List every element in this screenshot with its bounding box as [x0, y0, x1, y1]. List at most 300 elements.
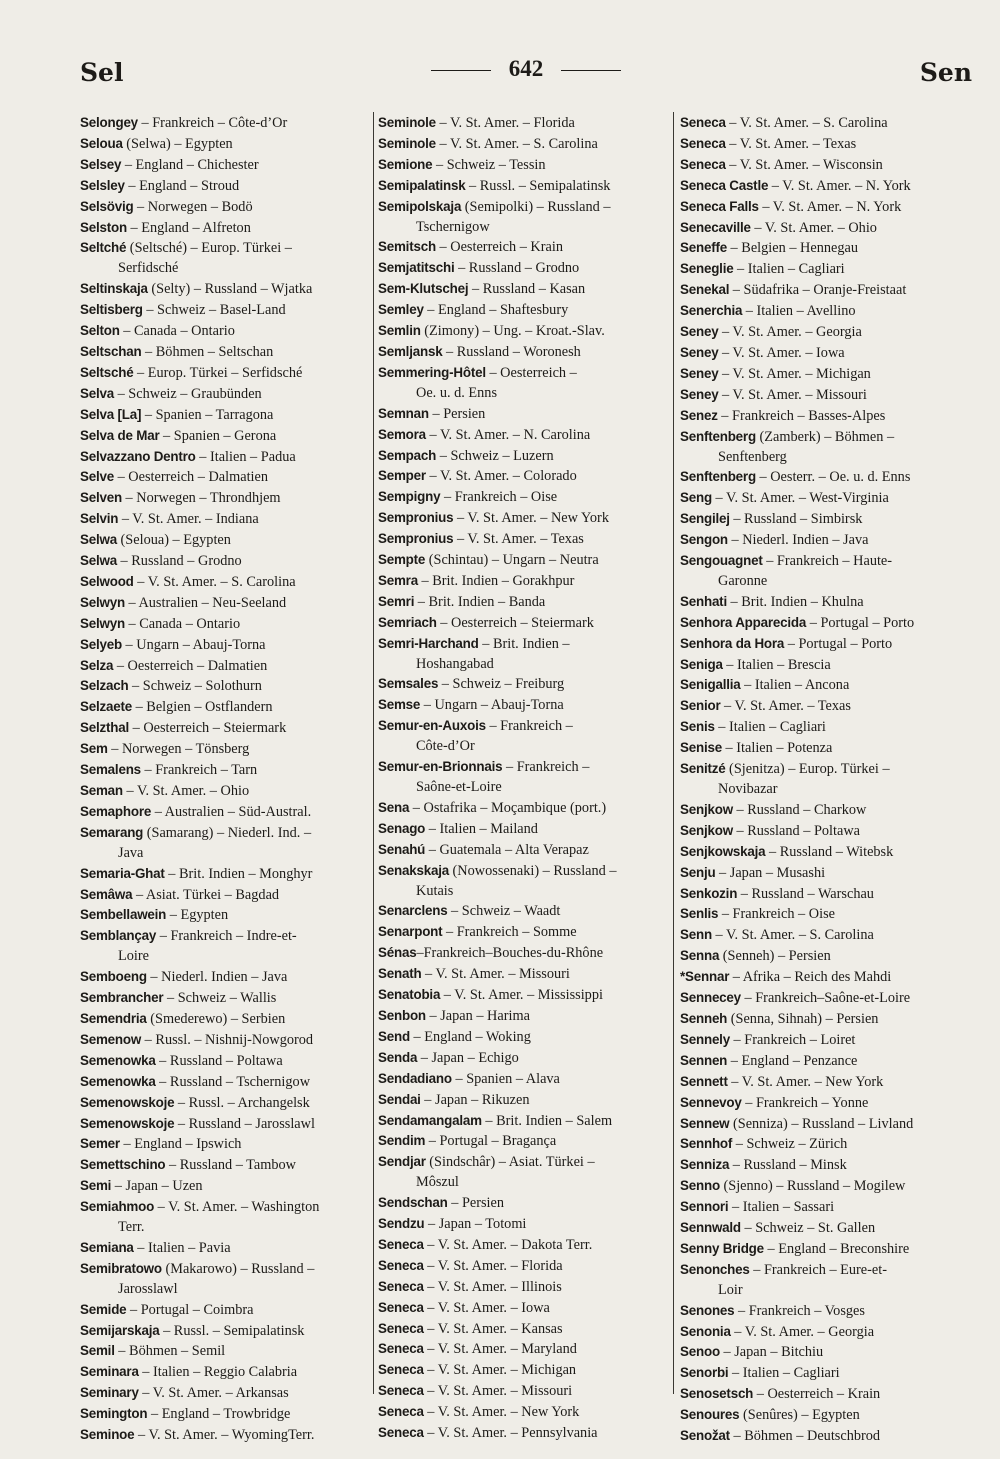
- entry-location: – Ungarn – Abauj-Torna: [121, 636, 266, 653]
- gazetteer-entry: [378, 964, 670, 985]
- entry-headword: Semenow: [80, 1031, 142, 1047]
- gazetteer-entry: [378, 466, 670, 487]
- entry-location: – Oesterreich – Dalmatien: [114, 469, 269, 486]
- entry-headword: Selven: [80, 490, 122, 506]
- entry-headword: Senlis: [680, 906, 719, 922]
- gazetteer-entry: [378, 840, 670, 861]
- entry-headword: Semâwa: [80, 886, 133, 902]
- entry-location: – Russland – Minsk: [729, 1157, 847, 1174]
- gazetteer-entry: [80, 802, 370, 823]
- gazetteer-entry: [80, 384, 370, 405]
- entry-location: – Italien – Avellino: [742, 303, 856, 320]
- entry-headword: Seniga: [680, 656, 723, 672]
- entry-headword: Semora: [378, 426, 426, 442]
- gazetteer-entry: [80, 635, 370, 656]
- entry-headword: Semper: [378, 468, 426, 484]
- gazetteer-entry: [378, 716, 670, 737]
- entry-headword: Semboeng: [80, 969, 147, 985]
- entry-headword: Senhati: [680, 593, 727, 609]
- gazetteer-entry: [80, 1404, 370, 1425]
- gazetteer-entry: [680, 1176, 978, 1197]
- entry-location: (Senniza) – Russland – Livland: [729, 1115, 914, 1132]
- entry-location: – Russland – Charkow: [732, 801, 867, 818]
- entry-headword: Senior: [680, 698, 721, 714]
- entry-location: – Russl. – Nishnij-Nowgorod: [141, 1031, 314, 1048]
- gazetteer-entry: [378, 446, 670, 467]
- entry-location: – V. St. Amer. – Dakota Terr.: [423, 1236, 593, 1253]
- entry-headword: Seman: [80, 783, 123, 798]
- entry-location: – V. St. Amer. – S. Carolina: [435, 135, 598, 152]
- entry-headword: Semenowskoje: [80, 1115, 175, 1131]
- entry-location: (Senneh) – Persien: [719, 948, 831, 965]
- entry-headword: Semione: [378, 156, 433, 172]
- entry-headword: Senkozin: [680, 885, 738, 901]
- entry-headword: *Sennar: [680, 969, 730, 985]
- entry-location: – Schweiz – Solothurn: [128, 678, 262, 695]
- entry-location: – Ostafrika – Moçambique (port.): [409, 799, 607, 816]
- entry-headword: Semenowskoje: [80, 1094, 175, 1110]
- entry-headword: Selva de Mar: [80, 427, 160, 443]
- entry-headword: Sengouagnet: [680, 553, 763, 569]
- entry-location: – Südafrika – Oranje-Freistaat: [729, 282, 907, 299]
- gazetteer-entry: [680, 842, 978, 863]
- entry-location: – Portugal – Bragança: [425, 1133, 557, 1150]
- entry-location: – Guatemala – Alta Verapaz: [425, 841, 589, 858]
- gazetteer-entry: [680, 1301, 978, 1322]
- entry-location: – Oesterreich – Steiermark: [436, 614, 594, 631]
- entry-location: – V. St. Amer. – West-Virginia: [711, 490, 889, 507]
- entry-location: – V. St. Amer. – Georgia: [730, 1323, 875, 1340]
- entry-location: – Italien – Ancona: [740, 677, 850, 694]
- entry-location: – V. St. Amer. – Washington: [154, 1199, 320, 1216]
- gazetteer-entry: [80, 1259, 370, 1280]
- entry-location: – Russland – Poltawa: [732, 822, 861, 839]
- entry-location: (Senna, Sihnah) – Persien: [727, 1010, 879, 1027]
- entry-headword: Selwa: [80, 532, 117, 548]
- entry-continuation: Môszul: [416, 1174, 459, 1191]
- gazetteer-entry: [680, 113, 978, 134]
- entry-headword: Seminole: [378, 135, 436, 151]
- entry-location: – England – Stroud: [124, 177, 240, 194]
- entry-location: – Niederl. Indien – Java: [146, 969, 288, 986]
- entry-location: – Frankreich – Loiret: [729, 1031, 856, 1048]
- entry-location: – Böhmen – Deutschbrod: [729, 1428, 881, 1445]
- entry-location: – Brit. Indien – Khulna: [726, 593, 864, 610]
- entry-headword: Semarang: [80, 824, 144, 840]
- entry-location: – Afrika – Reich des Mahdi: [729, 969, 892, 986]
- entry-headword: Senez: [680, 407, 718, 423]
- gazetteer-entry: [378, 1214, 670, 1235]
- header-rule-right: [561, 70, 621, 71]
- entry-headword: Sengon: [680, 532, 728, 548]
- entry-headword: Seneca: [378, 1236, 424, 1252]
- entry-headword: Semenowka: [80, 1052, 156, 1068]
- entry-headword: Selzaete: [80, 699, 132, 715]
- entry-location: – V. St. Amer. – Arkansas: [138, 1385, 289, 1402]
- gazetteer-entry: [680, 343, 978, 364]
- gazetteer-entry: [80, 279, 370, 300]
- entry-continuation: Garonne: [718, 572, 768, 589]
- entry-continuation: Oe. u. d. Enns: [416, 384, 498, 401]
- entry-headword: Semijarskaja: [80, 1322, 160, 1338]
- gazetteer-entry: [680, 821, 978, 842]
- gazetteer-entry: [80, 1051, 370, 1072]
- gazetteer-entry: [680, 509, 978, 530]
- header-left-keyword: Sel: [80, 58, 124, 87]
- gazetteer-entry: [378, 404, 670, 425]
- entry-headword: Semide: [80, 1301, 127, 1317]
- entry-headword: Seneca: [378, 1299, 424, 1315]
- entry-headword: Sempronius: [378, 510, 454, 526]
- entry-location: – V. St. Amer. – Kansas: [423, 1320, 563, 1337]
- entry-headword: Selton: [80, 323, 120, 339]
- gazetteer-entry: [680, 1009, 978, 1030]
- entry-headword: Sennecey: [680, 990, 741, 1006]
- entry-headword: Senones: [680, 1302, 735, 1318]
- entry-location: – V. St. Amer. – New York: [453, 510, 609, 527]
- entry-location: – Italien – Mailand: [425, 820, 538, 837]
- entry-continuation: Serfidsché: [118, 260, 179, 277]
- column-2: [378, 113, 670, 1444]
- gazetteer-entry: [80, 885, 370, 906]
- entry-headword: Sengilej: [680, 511, 730, 527]
- entry-location: – V. St. Amer. – New York: [727, 1073, 884, 1090]
- entry-headword: Senny Bridge: [680, 1240, 764, 1256]
- gazetteer-entry: [378, 861, 670, 882]
- entry-location: – V. St. Amer. – Michigan: [718, 365, 871, 382]
- gazetteer-entry: [80, 988, 370, 1009]
- entry-location: – Portugal – Coimbra: [126, 1301, 254, 1318]
- gazetteer-entry: [80, 1425, 370, 1446]
- entry-headword: Senniza: [680, 1157, 730, 1173]
- gazetteer-entry: [80, 1093, 370, 1114]
- gazetteer-entry: [378, 197, 670, 218]
- gazetteer-entry: [378, 1235, 670, 1256]
- entry-headword: Semington: [80, 1406, 148, 1422]
- entry-location: – V. St. Amer. – Maryland: [423, 1341, 577, 1358]
- entry-location: – V. St. Amer. – N. York: [758, 198, 902, 215]
- entry-headword: Selston: [80, 219, 127, 235]
- gazetteer-entry: [378, 943, 670, 964]
- entry-headword: Semriach: [378, 614, 437, 630]
- gazetteer-entry: [680, 1363, 978, 1384]
- gazetteer-entry: [80, 363, 370, 384]
- gazetteer-entry: [80, 572, 370, 593]
- entry-headword: Senno: [680, 1178, 720, 1194]
- entry-location: (Semipolki) – Russland –: [461, 198, 611, 215]
- entry-headword: Senosetsch: [680, 1386, 754, 1402]
- entry-continuation: Saône-et-Loire: [416, 779, 502, 795]
- entry-headword: Selvazzano Dentro: [80, 448, 196, 464]
- entry-location: – Oesterreich – Krain: [753, 1386, 881, 1403]
- entry-headword: Seltsché: [80, 364, 134, 380]
- entry-location: – Frankreich – Yonne: [741, 1094, 869, 1111]
- gazetteer-entry: [80, 134, 370, 155]
- gazetteer-entry: [80, 823, 370, 844]
- gazetteer-entry: [378, 1090, 670, 1111]
- entry-location: – Italien – Padua: [195, 448, 296, 465]
- entry-location: – Italien – Sassari: [728, 1199, 835, 1216]
- gazetteer-entry: [378, 529, 670, 550]
- gazetteer-entry: [80, 405, 370, 426]
- gazetteer-entry: [80, 1072, 370, 1093]
- header-right-keyword: Sen: [919, 58, 972, 87]
- entry-headword: Senjkow: [680, 822, 733, 838]
- entry-location: – Japan – Musashi: [715, 864, 826, 881]
- entry-continuation: Novibazar: [718, 781, 778, 797]
- entry-location: – Norwegen – Throndhjem: [121, 490, 281, 507]
- entry-location: – Niederl. Indien – Java: [727, 532, 869, 549]
- entry-location: – England – Alfreton: [126, 219, 251, 236]
- entry-headword: Senecaville: [680, 219, 751, 235]
- entry-headword: Senis: [680, 719, 715, 735]
- entry-headword: Seneca: [378, 1425, 424, 1441]
- entry-location: (Zimony) – Ung. – Kroat.-Slav.: [420, 323, 605, 340]
- entry-location: – V. St. Amer. – N. York: [768, 177, 911, 194]
- gazetteer-entry: [80, 1155, 370, 1176]
- entry-headword: Seltschan: [80, 343, 142, 359]
- entry-location: – Frankreich –: [485, 718, 573, 735]
- gazetteer-entry: [80, 614, 370, 635]
- gazetteer-entry: [378, 922, 670, 943]
- gazetteer-entry: [378, 985, 670, 1006]
- gazetteer-entry: [378, 1277, 670, 1298]
- gazetteer-entry: [80, 300, 370, 321]
- entry-headword: Semur-en-Auxois: [378, 718, 486, 734]
- entry-headword: Sennori: [680, 1199, 729, 1215]
- gazetteer-entry: [80, 1341, 370, 1362]
- gazetteer-entry: [680, 675, 978, 696]
- entry-location: – Russland – Simbirsk: [729, 511, 863, 528]
- entry-location: – Belgien – Hennegau: [726, 240, 859, 257]
- entry-headword: Senarpont: [378, 924, 443, 940]
- page-header: [80, 56, 972, 92]
- entry-location: – Russland – Kasan: [468, 281, 586, 298]
- entry-headword: Seneca: [680, 156, 726, 172]
- entry-headword: Selwyn: [80, 615, 125, 631]
- entry-headword: Semri-Harchand: [378, 635, 479, 651]
- gazetteer-entry: [680, 218, 978, 239]
- entry-location: (Samarang) – Niederl. Ind. –: [143, 824, 312, 841]
- entry-headword: Sempigny: [378, 489, 441, 505]
- gazetteer-entry: [680, 301, 978, 322]
- entry-location: – Persien: [447, 1195, 505, 1212]
- entry-headword: Semiana: [80, 1239, 134, 1255]
- entry-headword: Sem: [80, 741, 108, 757]
- entry-location: – Asiat. Türkei – Bagdad: [132, 886, 280, 903]
- entry-location: (Sjenitza) – Europ. Türkei –: [725, 761, 890, 778]
- entry-location: – Schweiz – Tessin: [432, 156, 546, 173]
- gazetteer-entry: [80, 656, 370, 677]
- entry-location: – Schweiz – Freiburg: [438, 676, 565, 693]
- entry-continuation: Tschernigow: [416, 218, 490, 235]
- entry-headword: Semil: [80, 1343, 115, 1359]
- entry-headword: Senise: [680, 740, 722, 756]
- entry-headword: Sendadiano: [378, 1070, 452, 1086]
- entry-location: – Brit. Indien –: [478, 635, 570, 652]
- gazetteer-entry: [80, 1300, 370, 1321]
- entry-continuation: Hoshangabad: [416, 655, 494, 672]
- entry-location: – Schweiz – Basel-Land: [142, 302, 286, 319]
- gazetteer-entry: [378, 901, 670, 922]
- entry-headword: Semmering-Hôtel: [378, 364, 486, 380]
- gazetteer-entry: [378, 1131, 670, 1152]
- gazetteer-entry: [378, 279, 670, 300]
- entry-location: – V. St. Amer. – Texas: [720, 698, 851, 715]
- entry-location: – V. St. Amer. – Florida: [435, 115, 575, 131]
- gazetteer-entry: [80, 1321, 370, 1342]
- entry-location: – Italien – Pavia: [133, 1239, 231, 1256]
- entry-location: – Australien – Neu-Seeland: [124, 594, 287, 611]
- entry-location: – Japan – Bitchiu: [719, 1344, 824, 1361]
- gazetteer-entry: [378, 155, 670, 176]
- gazetteer-entry: [378, 550, 670, 571]
- gazetteer-entry: [80, 530, 370, 551]
- gazetteer-entry: [680, 925, 978, 946]
- entry-headword: Seneca: [680, 135, 726, 151]
- entry-headword: Sennett: [680, 1073, 728, 1089]
- entry-headword: Selsey: [80, 156, 122, 172]
- gazetteer-entry: [80, 926, 370, 947]
- entry-location: – England – Woking: [409, 1028, 531, 1045]
- gazetteer-entry: [80, 551, 370, 572]
- entry-headword: Senna: [680, 948, 720, 964]
- gazetteer-entry: [80, 781, 370, 802]
- gazetteer-entry: [680, 655, 978, 676]
- entry-location: – Frankreich – Indre-et-: [156, 928, 297, 945]
- entry-location: – Spanien – Gerona: [159, 427, 277, 444]
- gazetteer-entry: [378, 1423, 670, 1444]
- entry-location: – Frankreich – Vosges: [734, 1302, 865, 1319]
- entry-headword: Seneca: [378, 1257, 424, 1273]
- gazetteer-entry: [80, 197, 370, 218]
- gazetteer-entry: [378, 1256, 670, 1277]
- gazetteer-entry: [80, 864, 370, 885]
- entry-headword: Semri: [378, 593, 415, 609]
- entry-location: – V. St. Amer. – Mississippi: [440, 987, 603, 1004]
- entry-headword: Senigallia: [680, 677, 741, 693]
- entry-headword: Senftenberg: [680, 469, 756, 485]
- entry-headword: Sennevoy: [680, 1094, 742, 1110]
- gazetteer-entry: [80, 1383, 370, 1404]
- gazetteer-entry: [80, 447, 370, 468]
- entry-location: – V. St. Amer. – WyomingTerr.: [134, 1427, 315, 1444]
- entry-headword: Semljansk: [378, 343, 443, 359]
- entry-headword: Semalens: [80, 762, 141, 778]
- gazetteer-entry: [378, 300, 670, 321]
- entry-headword: Sennen: [680, 1052, 728, 1068]
- entry-headword: Seneca: [680, 115, 726, 130]
- entry-headword: Sendzu: [378, 1216, 425, 1232]
- entry-location: – Belgien – Ostflandern: [132, 699, 273, 716]
- entry-headword: Semibratowo: [80, 1260, 162, 1276]
- entry-continuation: Loir: [718, 1281, 743, 1298]
- gazetteer-entry: [680, 155, 978, 176]
- entry-continuation: Kutais: [416, 882, 454, 899]
- gazetteer-entry: [680, 1051, 978, 1072]
- gazetteer-entry: [680, 427, 978, 448]
- entry-location: – Brit. Indien – Monghyr: [164, 865, 313, 882]
- entry-location: – Spanien – Alava: [451, 1070, 560, 1087]
- entry-location: – V. St. Amer. – Wisconsin: [725, 156, 883, 173]
- entry-continuation: Senftenberg: [718, 448, 787, 465]
- entry-location: – V. St. Amer. – S. Carolina: [711, 927, 874, 944]
- entry-location: – Spanien – Tarragona: [141, 406, 274, 423]
- gazetteer-entry: [680, 1134, 978, 1155]
- entry-location: – England – Trowbridge: [147, 1406, 291, 1423]
- gazetteer-entry: [680, 1197, 978, 1218]
- gazetteer-entry: [80, 1134, 370, 1155]
- entry-headword: Senn: [680, 927, 712, 943]
- entry-headword: Sennely: [680, 1031, 730, 1047]
- entry-location: – Russland – Grodno: [454, 260, 580, 277]
- entry-headword: Senjkowskaja: [680, 843, 766, 859]
- entry-location: – V. St. Amer. – Texas: [725, 135, 857, 152]
- entry-location: – Russland – Warschau: [737, 885, 874, 902]
- entry-continuation: Côte-d’Or: [416, 738, 475, 755]
- entry-headword: Seneca: [378, 1362, 424, 1378]
- entry-headword: Selzach: [80, 678, 129, 694]
- gazetteer-entry: [378, 134, 670, 155]
- gazetteer-entry: [680, 322, 978, 343]
- gazetteer-entry: [80, 593, 370, 614]
- page-number: 642: [508, 56, 544, 81]
- entry-headword: Selwood: [80, 573, 134, 589]
- entry-headword: Selongey: [80, 115, 138, 130]
- gazetteer-entry: [80, 426, 370, 447]
- gazetteer-entry: [80, 467, 370, 488]
- entry-location: – Japan – Echigo: [417, 1049, 519, 1066]
- entry-headword: Senekal: [680, 282, 730, 298]
- entry-location: – Frankreich –: [502, 759, 590, 776]
- gazetteer-entry: [378, 1152, 670, 1173]
- entry-headword: Selva [La]: [80, 406, 142, 422]
- gazetteer-entry: [680, 1030, 978, 1051]
- entry-headword: Senoo: [680, 1344, 720, 1360]
- entry-headword: Selwa: [80, 553, 117, 569]
- column-1: [80, 113, 370, 1446]
- entry-location: – Russland – Jarosslawl: [174, 1115, 315, 1132]
- entry-headword: Seneca: [378, 1341, 424, 1357]
- entry-location: – Russl. – Semipalatinsk: [159, 1322, 305, 1339]
- entry-location: – V. St. Amer. – S. Carolina: [133, 573, 296, 590]
- entry-headword: Selsley: [80, 177, 125, 193]
- entry-headword: Semipalatinsk: [378, 177, 466, 193]
- entry-headword: Senftenberg: [680, 428, 756, 444]
- gazetteer-entry: [378, 674, 670, 695]
- gazetteer-entry: [680, 1072, 978, 1093]
- entry-location: – Japan – Rikuzen: [420, 1091, 530, 1108]
- gazetteer-entry: [680, 800, 978, 821]
- entry-location: – Italien – Reggio Calabria: [138, 1364, 298, 1381]
- entry-continuation: Loire: [118, 948, 149, 965]
- entry-headword: Senda: [378, 1049, 418, 1065]
- entry-headword: Sempronius: [378, 531, 454, 547]
- entry-headword: Seneca: [378, 1320, 424, 1336]
- entry-location: – Egypten: [166, 907, 229, 924]
- gazetteer-entry: [680, 1260, 978, 1281]
- entry-location: – Russland – Grodno: [116, 553, 242, 570]
- entry-headword: Senonches: [680, 1261, 750, 1277]
- entry-headword: Seneca: [378, 1383, 424, 1399]
- entry-headword: Sendim: [378, 1133, 426, 1149]
- gazetteer-entry: [80, 238, 370, 259]
- gazetteer-entry: [378, 258, 670, 279]
- entry-headword: Senhora da Hora: [680, 635, 785, 651]
- gazetteer-entry: [680, 176, 978, 197]
- entry-location: (Sjenno) – Russland – Mogilew: [719, 1178, 906, 1195]
- entry-location: – Australien – Süd-Austral.: [151, 803, 312, 820]
